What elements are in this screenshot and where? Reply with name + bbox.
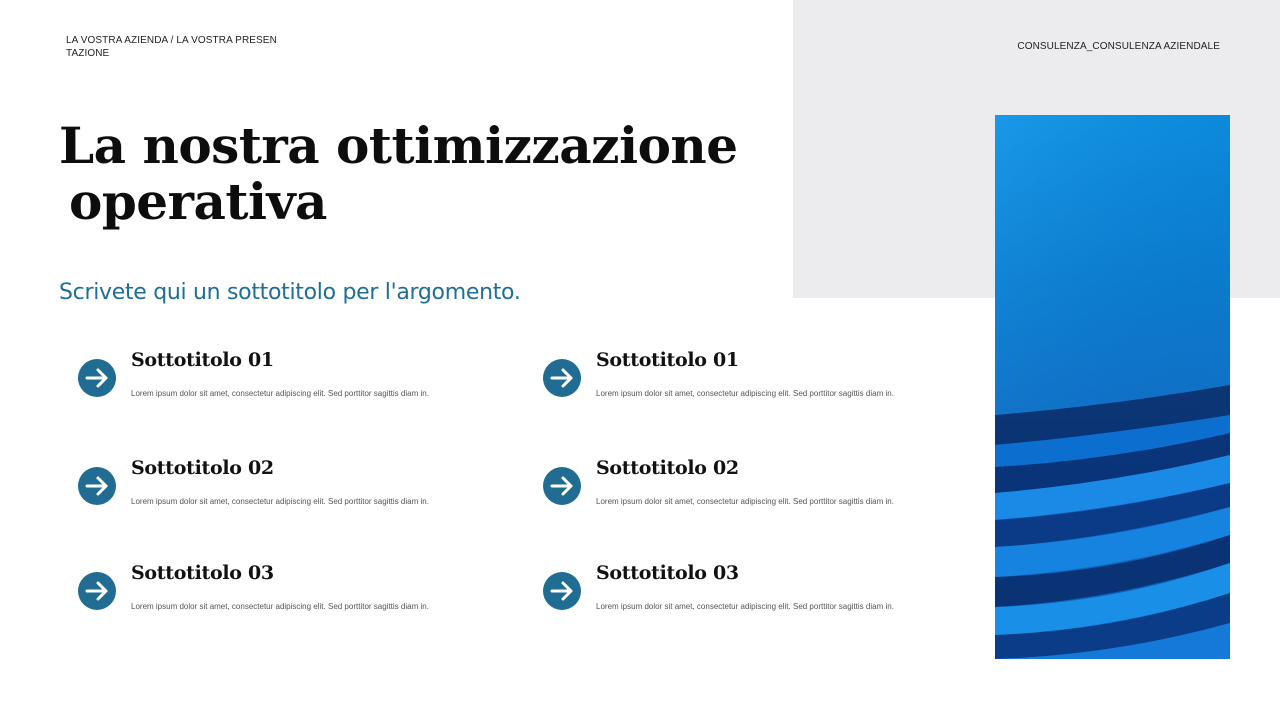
title-line-2: operativa [69,172,327,231]
list-item [78,349,478,436]
item-text: Lorem ipsum dolor sit amet, consectetur adipiscing elit. Sed porttitor sagittis diam in. [596,602,894,611]
item-heading: Sottotitolo 01 [596,349,739,371]
breadcrumb: LA VOSTRA AZIENDA / LA VOSTRA PRESENTAZIONE [66,35,277,59]
arrow-right-icon [78,359,116,397]
decorative-wave-image [995,115,1230,659]
item-text: Lorem ipsum dolor sit amet, consectetur adipiscing elit. Sed porttitor sagittis diam in. [596,389,894,398]
item-heading: Sottotitolo 03 [131,562,274,584]
item-text: Lorem ipsum dolor sit amet, consectetur adipiscing elit. Sed porttitor sagittis diam in. [596,497,894,506]
item-heading: Sottotitolo 03 [596,562,739,584]
category-label: CONSULENZA_CONSULENZA AZIENDALE [1017,41,1220,52]
item-text: Lorem ipsum dolor sit amet, consectetur adipiscing elit. Sed porttitor sagittis diam in. [131,389,429,398]
page-title [59,118,759,230]
slide-subtitle: Scrivete qui un sottotitolo per l'argomento. [59,280,521,305]
item-heading: Sottotitolo 02 [131,457,274,479]
list-item [78,457,478,544]
item-heading: Sottotitolo 02 [596,457,739,479]
title-line-1: La nostra ottimizzazione [59,116,738,175]
list-item [78,562,478,649]
arrow-right-icon [78,467,116,505]
list-item [543,562,943,649]
arrow-right-icon [543,467,581,505]
list-item [543,349,943,436]
item-heading: Sottotitolo 01 [131,349,274,371]
item-text: Lorem ipsum dolor sit amet, consectetur adipiscing elit. Sed porttitor sagittis diam in. [131,602,429,611]
arrow-right-icon [543,572,581,610]
arrow-right-icon [543,359,581,397]
list-item [543,457,943,544]
arrow-right-icon [78,572,116,610]
item-text: Lorem ipsum dolor sit amet, consectetur adipiscing elit. Sed porttitor sagittis diam in. [131,497,429,506]
